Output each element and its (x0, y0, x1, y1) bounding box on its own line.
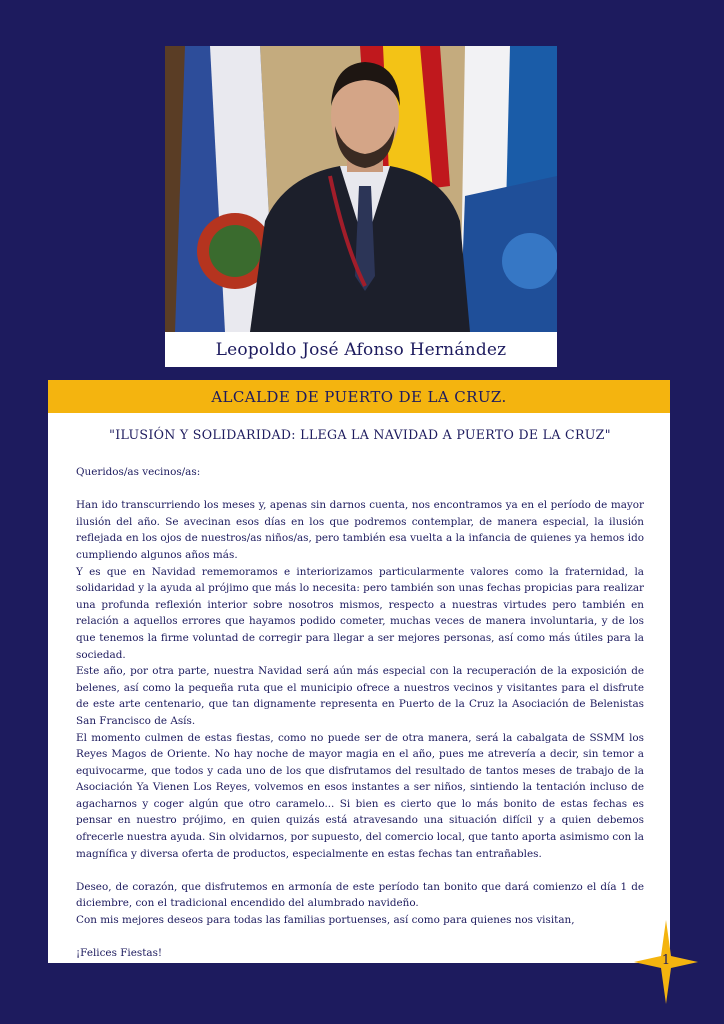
closing-paragraph: Deseo, de corazón, que disfrutemos en armonía de este período tan bonito que dará comienzo el día 1 de diciembre, con el tradicional encendido del alumbrado navideño. (76, 880, 644, 910)
page-number: 1 (661, 953, 671, 968)
letter-body (76, 464, 644, 962)
portrait-illustration (165, 46, 557, 332)
wishes: Con mis mejores deseos para todas las familias portuenses, así como para quienes nos visitan, (76, 914, 575, 927)
mayor-title-bar: ALCALDE DE PUERTO DE LA CRUZ. (48, 380, 670, 413)
paragraph: Este año, por otra parte, nuestra Navidad será aún más especial con la recuperación de la exposición de belenes, así como la pequeña ruta que el municipio ofrece a nuestros vecinos y visitantes para el disfrute de este arte centenario, que tan dignamente representa en Puerto de la Cruz la Asociación de Belenistas San Francisco de Asís. (76, 665, 644, 727)
paragraph: Han ido transcurriendo los meses y, apenas sin darnos cuenta, nos encontramos ya en el período de mayor ilusión del año. Se avecinan esos días en los que podremos contemplar, de manera especial, la ilusión reflejada en los ojos de nuestros/as niños/as, pero también esa vuelta a la infancia de quienes ya hemos ido cumpliendo algunos años más. (76, 499, 644, 561)
paragraph: Y es que en Navidad rememoramos e interiorizamos particularmente valores como la fraternidad, la solidaridad y la ayuda al prójimo que más lo necesita: pero también son unas fechas propicias para realizar una profunda reflexión interior sobre nosotros mismos, respecto a nuestras virtudes pero también en relación a aquellos errores que hayamos podido cometer, muchas veces de manera involuntaria, y de los que tenemos la firme voluntad de corregir para llegar a ser mejores personas, así como más útiles para la sociedad. (76, 565, 644, 661)
greeting: Queridos/as vecinos/as: (76, 466, 201, 478)
letter-headline: "ILUSIÓN Y SOLIDARIDAD: LLEGA LA NAVIDAD A PUERTO DE LA CRUZ" (109, 427, 611, 442)
paragraph: El momento culmen de estas fiestas, como no puede ser de otra manera, será la cabalgata de SSMM los Reyes Magos de Oriente. No hay noche de mayor magia en el año, pues me atrevería a decir, sin temor a equivocarme, que todos y cada uno de los que disfrutamos del resultado de tantos meses de trabajo de la Asociación Ya Vienen Los Reyes, volvemos en esos instantes a ser niños, sintiendo la tentación incluso de agacharnos y coger algún que otro caramelo... Si bien es cierto que lo más bonito de estas fechas es pensar en nuestro prójimo, en quien quizás está atravesando una situación difícil y a quien debemos ofrecerle nuestra ayuda. Sin olvidarnos, por supuesto, del comercio local, que tanto aporta asimismo con la magnífica y diversa oferta de productos, especialmente en estas fechas tan entrañables. (76, 731, 644, 860)
portrait-caption: Leopoldo José Afonso Hernández (165, 332, 557, 367)
portrait-photo (165, 46, 557, 332)
letter-card (48, 413, 670, 963)
sign-off: ¡Felices Fiestas! (76, 947, 163, 960)
